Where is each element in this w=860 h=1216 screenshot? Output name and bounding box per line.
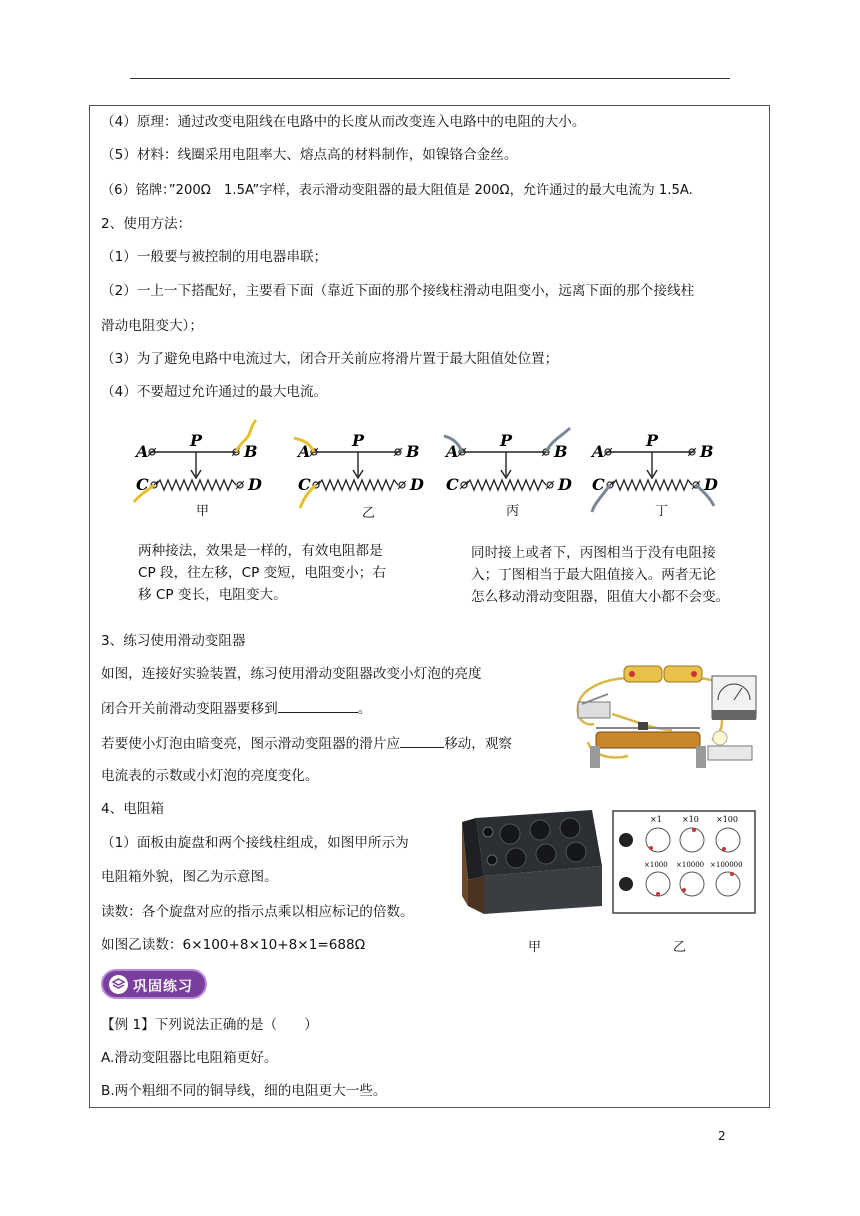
- answer-blank-1[interactable]: [278, 698, 358, 713]
- label-b: B: [554, 442, 568, 461]
- layers-icon: [109, 975, 128, 994]
- section4-p1: （1）面板由旋盘和两个接线柱组成，如图甲所示为: [101, 835, 409, 851]
- label-d: D: [248, 475, 262, 494]
- practice-badge: [101, 969, 207, 999]
- resistance-box-schematic: [612, 810, 756, 914]
- label-b: B: [244, 442, 258, 461]
- note-right: [471, 542, 729, 608]
- section3-p2-prefix: 闭合开关前滑动变阻器要移到: [101, 701, 278, 717]
- dial-label: ×100000: [710, 861, 743, 869]
- caption-yi: 乙: [362, 506, 376, 521]
- note-left-line: 两种接法，效果是一样的，有效电阻都是: [138, 543, 383, 559]
- label-b: B: [700, 442, 714, 461]
- section4-p4: 如图乙读数：6×100+8×10+8×1=688Ω: [101, 937, 366, 953]
- dial-label: ×10: [682, 815, 699, 824]
- section3-p2: [101, 698, 371, 718]
- label-c: C: [446, 475, 459, 494]
- label-a: A: [136, 442, 149, 461]
- text-nameplate: （6）铭牌：”200Ω 1.5A”字样，表示滑动变阻器的最大阻值是 200Ω，允许通过的最大电流为 1.5A.: [101, 183, 693, 198]
- caption-ding: 丁: [655, 504, 669, 519]
- text-usage-title: 2、使用方法：: [101, 216, 192, 232]
- label-a: A: [298, 442, 311, 461]
- label-p: P: [646, 431, 659, 450]
- answer-blank-2[interactable]: [400, 733, 444, 748]
- text-usage-1: （1）一般要与被控制的用电器串联；: [101, 249, 328, 265]
- section3-p3: [101, 733, 512, 753]
- label-d: D: [704, 475, 718, 494]
- label-d: D: [410, 475, 424, 494]
- caption-jia: 甲: [196, 504, 210, 519]
- text-principle: （4）原理：通过改变电阻线在电路中的长度从而改变连入电路中的电阻的大小。: [101, 114, 586, 130]
- note-right-line: 入；丁图相当于最大阻值接入。两者无论: [471, 567, 716, 583]
- section3-p1: 如图，连接好实验装置，练习使用滑动变阻器改变小灯泡的亮度: [101, 666, 482, 682]
- label-a: A: [446, 442, 459, 461]
- note-left-line: 移 CP 变长，电阻变大。: [138, 587, 287, 603]
- dial-label: ×1: [650, 815, 662, 824]
- section4-p3: 读数：各个旋盘对应的指示点乘以相应标记的倍数。: [101, 904, 414, 920]
- resistance-box-photo: [458, 806, 606, 914]
- section3-p2-suffix: 。: [357, 701, 372, 717]
- text-usage-2b: 滑动电阻变大）；: [101, 318, 203, 334]
- option-b[interactable]: B.两个粗细不同的铜导线，细的电阻更大一些。: [101, 1083, 387, 1099]
- option-a[interactable]: A.滑动变阻器比电阻箱更好。: [101, 1050, 278, 1066]
- section3-title: 3、练习使用滑动变阻器: [101, 633, 246, 649]
- label-p: P: [190, 431, 203, 450]
- section4-title: 4、电阻箱: [101, 801, 165, 817]
- label-c: C: [592, 475, 605, 494]
- label-b: B: [406, 442, 420, 461]
- dial-label: ×10000: [676, 861, 705, 869]
- note-left-line: CP 段，往左移，CP 变短，电阻变小；右: [138, 565, 386, 581]
- caption-bing: 丙: [506, 504, 520, 519]
- dial-label: ×100: [716, 815, 738, 824]
- dial-label: ×1000: [644, 861, 668, 869]
- label-a: A: [592, 442, 605, 461]
- page-number: 2: [718, 1129, 726, 1143]
- text-usage-3: （3）为了避免电路中电流过大，闭合开关前应将滑片置于最大阻值处位置；: [101, 351, 559, 367]
- label-c: C: [136, 475, 149, 494]
- section4-p2: 电阻箱外貌，图乙为示意图。: [101, 869, 278, 885]
- question-1: 【例 1】下列说法正确的是（ ）: [101, 1017, 318, 1033]
- text-usage-2a: （2）一上一下搭配好，主要看下面（靠近下面的那个接线柱滑动电阻变小，远离下面的那个接线柱: [101, 283, 695, 299]
- practice-badge-label: 巩固练习: [133, 979, 193, 995]
- section3-p4: 电流表的示数或小灯泡的亮度变化。: [101, 768, 319, 784]
- header-rule: [130, 78, 730, 79]
- text-usage-4: （4）不要超过允许通过的最大电流。: [101, 384, 328, 400]
- text-material: （5）材料：线圈采用电阻率大、熔点高的材料制作，如镍铬合金丝。: [101, 147, 518, 163]
- label-p: P: [500, 431, 513, 450]
- section3-p3-prefix: 若要使小灯泡由暗变亮，图示滑动变阻器的滑片应: [101, 736, 401, 752]
- section3-p3-suffix: 移动，观察: [444, 736, 513, 752]
- rheostat-diagrams: [130, 418, 730, 518]
- caption-box-schematic: 乙: [673, 940, 687, 955]
- note-right-line: 怎么移动滑动变阻器，阻值大小都不会变。: [471, 589, 730, 605]
- note-right-line: 同时接上或者下，丙图相当于没有电阻接: [471, 545, 716, 561]
- caption-box-photo: 甲: [528, 940, 542, 955]
- circuit-apparatus-illustration: [572, 660, 758, 772]
- label-p: P: [352, 431, 365, 450]
- label-d: D: [558, 475, 572, 494]
- note-left: [138, 540, 386, 606]
- label-c: C: [298, 475, 311, 494]
